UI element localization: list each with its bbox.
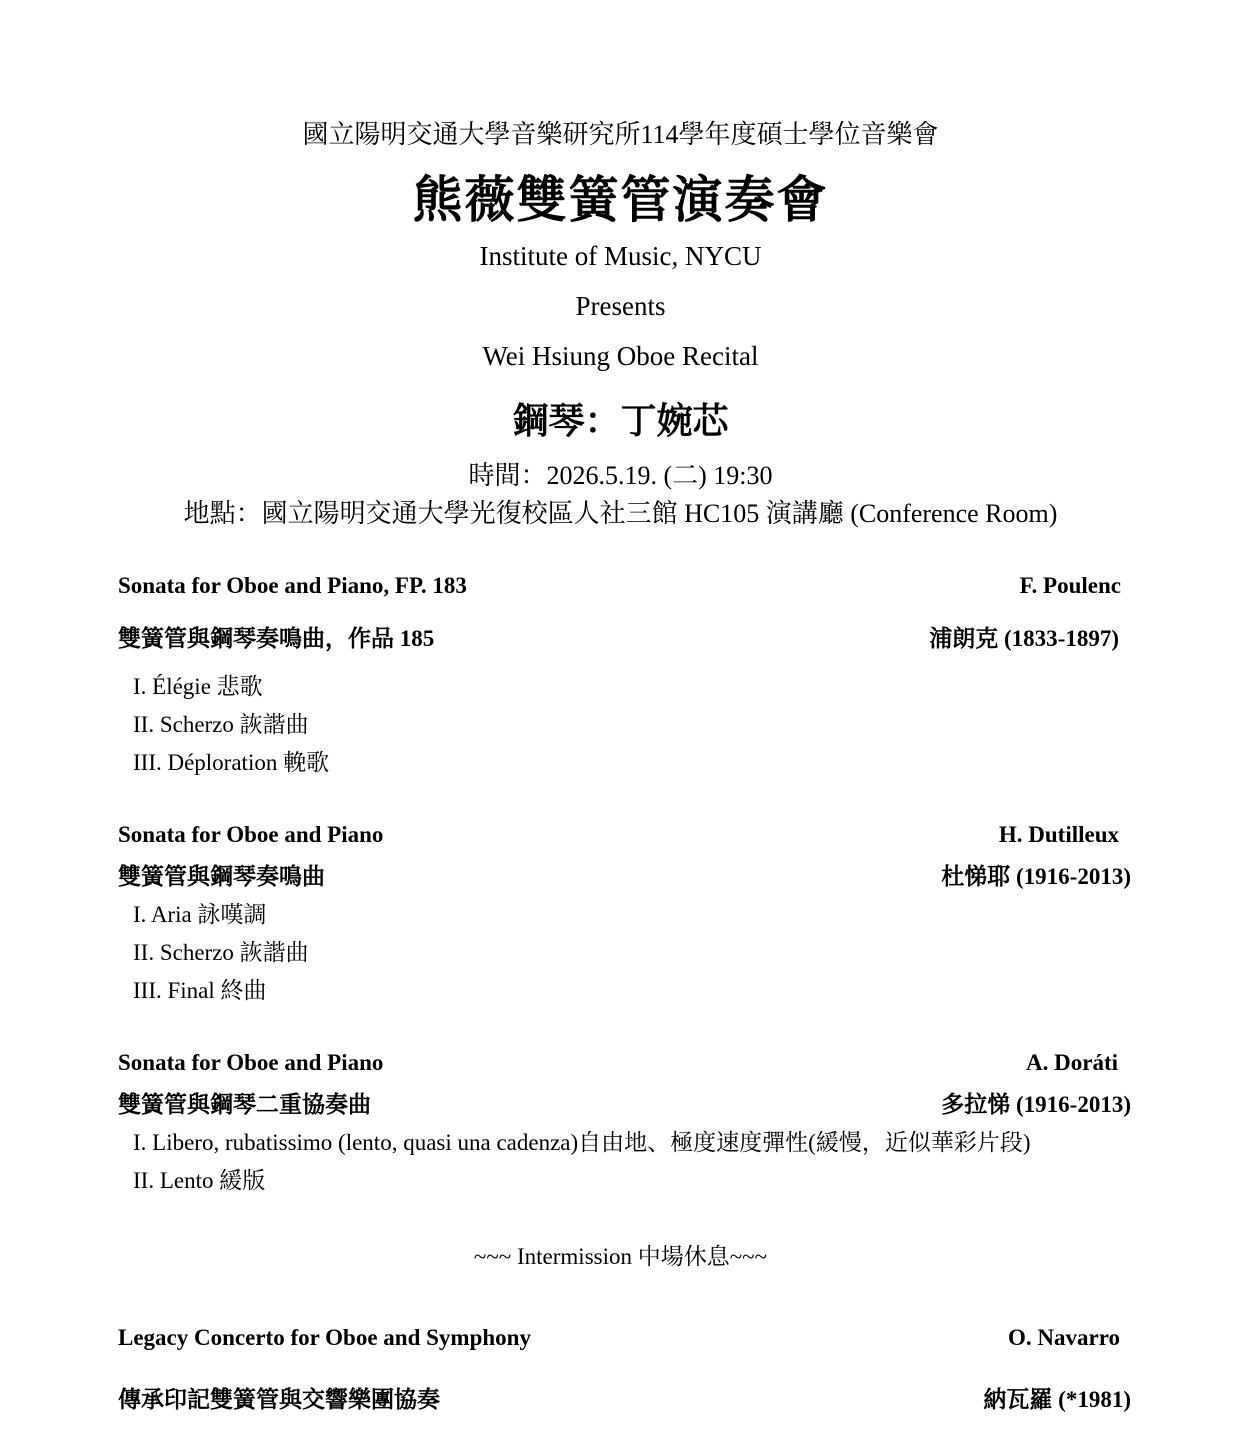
work-title-en: Legacy Concerto for Oboe and Symphony bbox=[118, 1325, 531, 1350]
movement: I. Élégie 悲歌 bbox=[133, 674, 263, 699]
work-title-zh: 雙簧管與鋼琴奏鳴曲 bbox=[118, 864, 325, 889]
work-title-en: Sonata for Oboe and Piano, FP. 183 bbox=[118, 573, 467, 598]
composer-en: O. Navarro bbox=[1007, 1325, 1120, 1350]
movement: II. Scherzo 詼諧曲 bbox=[133, 712, 309, 737]
movement: III. Final 終曲 bbox=[133, 978, 267, 1003]
movement: III. Déploration 輓歌 bbox=[133, 750, 330, 775]
concert-venue: 地點：國立陽明交通大學光復校區人社三館 HC105 演講廳 (Conference Room) bbox=[183, 499, 1058, 528]
movement: II. Scherzo 詼諧曲 bbox=[133, 940, 309, 965]
recital-name: Wei Hsiung Oboe Recital bbox=[482, 341, 759, 371]
movement: I. Aria 詠嘆調 bbox=[133, 902, 267, 927]
work-title-zh: 雙簧管與鋼琴二重協奏曲 bbox=[118, 1092, 371, 1117]
pianist: 鋼琴：丁婉芯 bbox=[512, 401, 729, 441]
work-title-zh: 雙簧管與鋼琴奏鳴曲，作品 185 bbox=[118, 626, 435, 651]
concert-subtitle: 國立陽明交通大學音樂研究所114學年度碩士學位音樂會 bbox=[302, 120, 939, 149]
work-title-en: Sonata for Oboe and Piano bbox=[118, 1050, 384, 1075]
concert-time: 時間：2026.5.19. (二) 19:30 bbox=[468, 461, 773, 490]
institute-name: Institute of Music, NYCU bbox=[479, 241, 762, 271]
composer-zh: 杜悌耶 (1916-2013) bbox=[941, 864, 1131, 889]
presents-text: Presents bbox=[575, 291, 666, 321]
concert-title: 熊薇雙簧管演奏會 bbox=[412, 172, 829, 228]
composer-en: H. Dutilleux bbox=[998, 822, 1119, 847]
movement: I. Libero, rubatissimo (lento, quasi una cadenza)自由地、極度速度彈性(緩慢，近似華彩片段) bbox=[133, 1130, 1031, 1155]
intermission-note: ~~~ Intermission 中場休息~~~ bbox=[473, 1244, 768, 1269]
composer-en: F. Poulenc bbox=[1019, 573, 1121, 598]
movement: II. Lento 緩版 bbox=[133, 1168, 266, 1193]
composer-en: A. Doráti bbox=[1026, 1050, 1118, 1075]
work-title-en: Sonata for Oboe and Piano bbox=[118, 822, 384, 847]
composer-zh: 納瓦羅 (*1981) bbox=[983, 1387, 1131, 1412]
composer-zh: 多拉悌 (1916-2013) bbox=[941, 1092, 1131, 1117]
work-title-zh: 傳承印記雙簧管與交響樂團協奏 bbox=[118, 1387, 440, 1412]
composer-zh: 浦朗克 (1833-1897) bbox=[929, 626, 1119, 651]
